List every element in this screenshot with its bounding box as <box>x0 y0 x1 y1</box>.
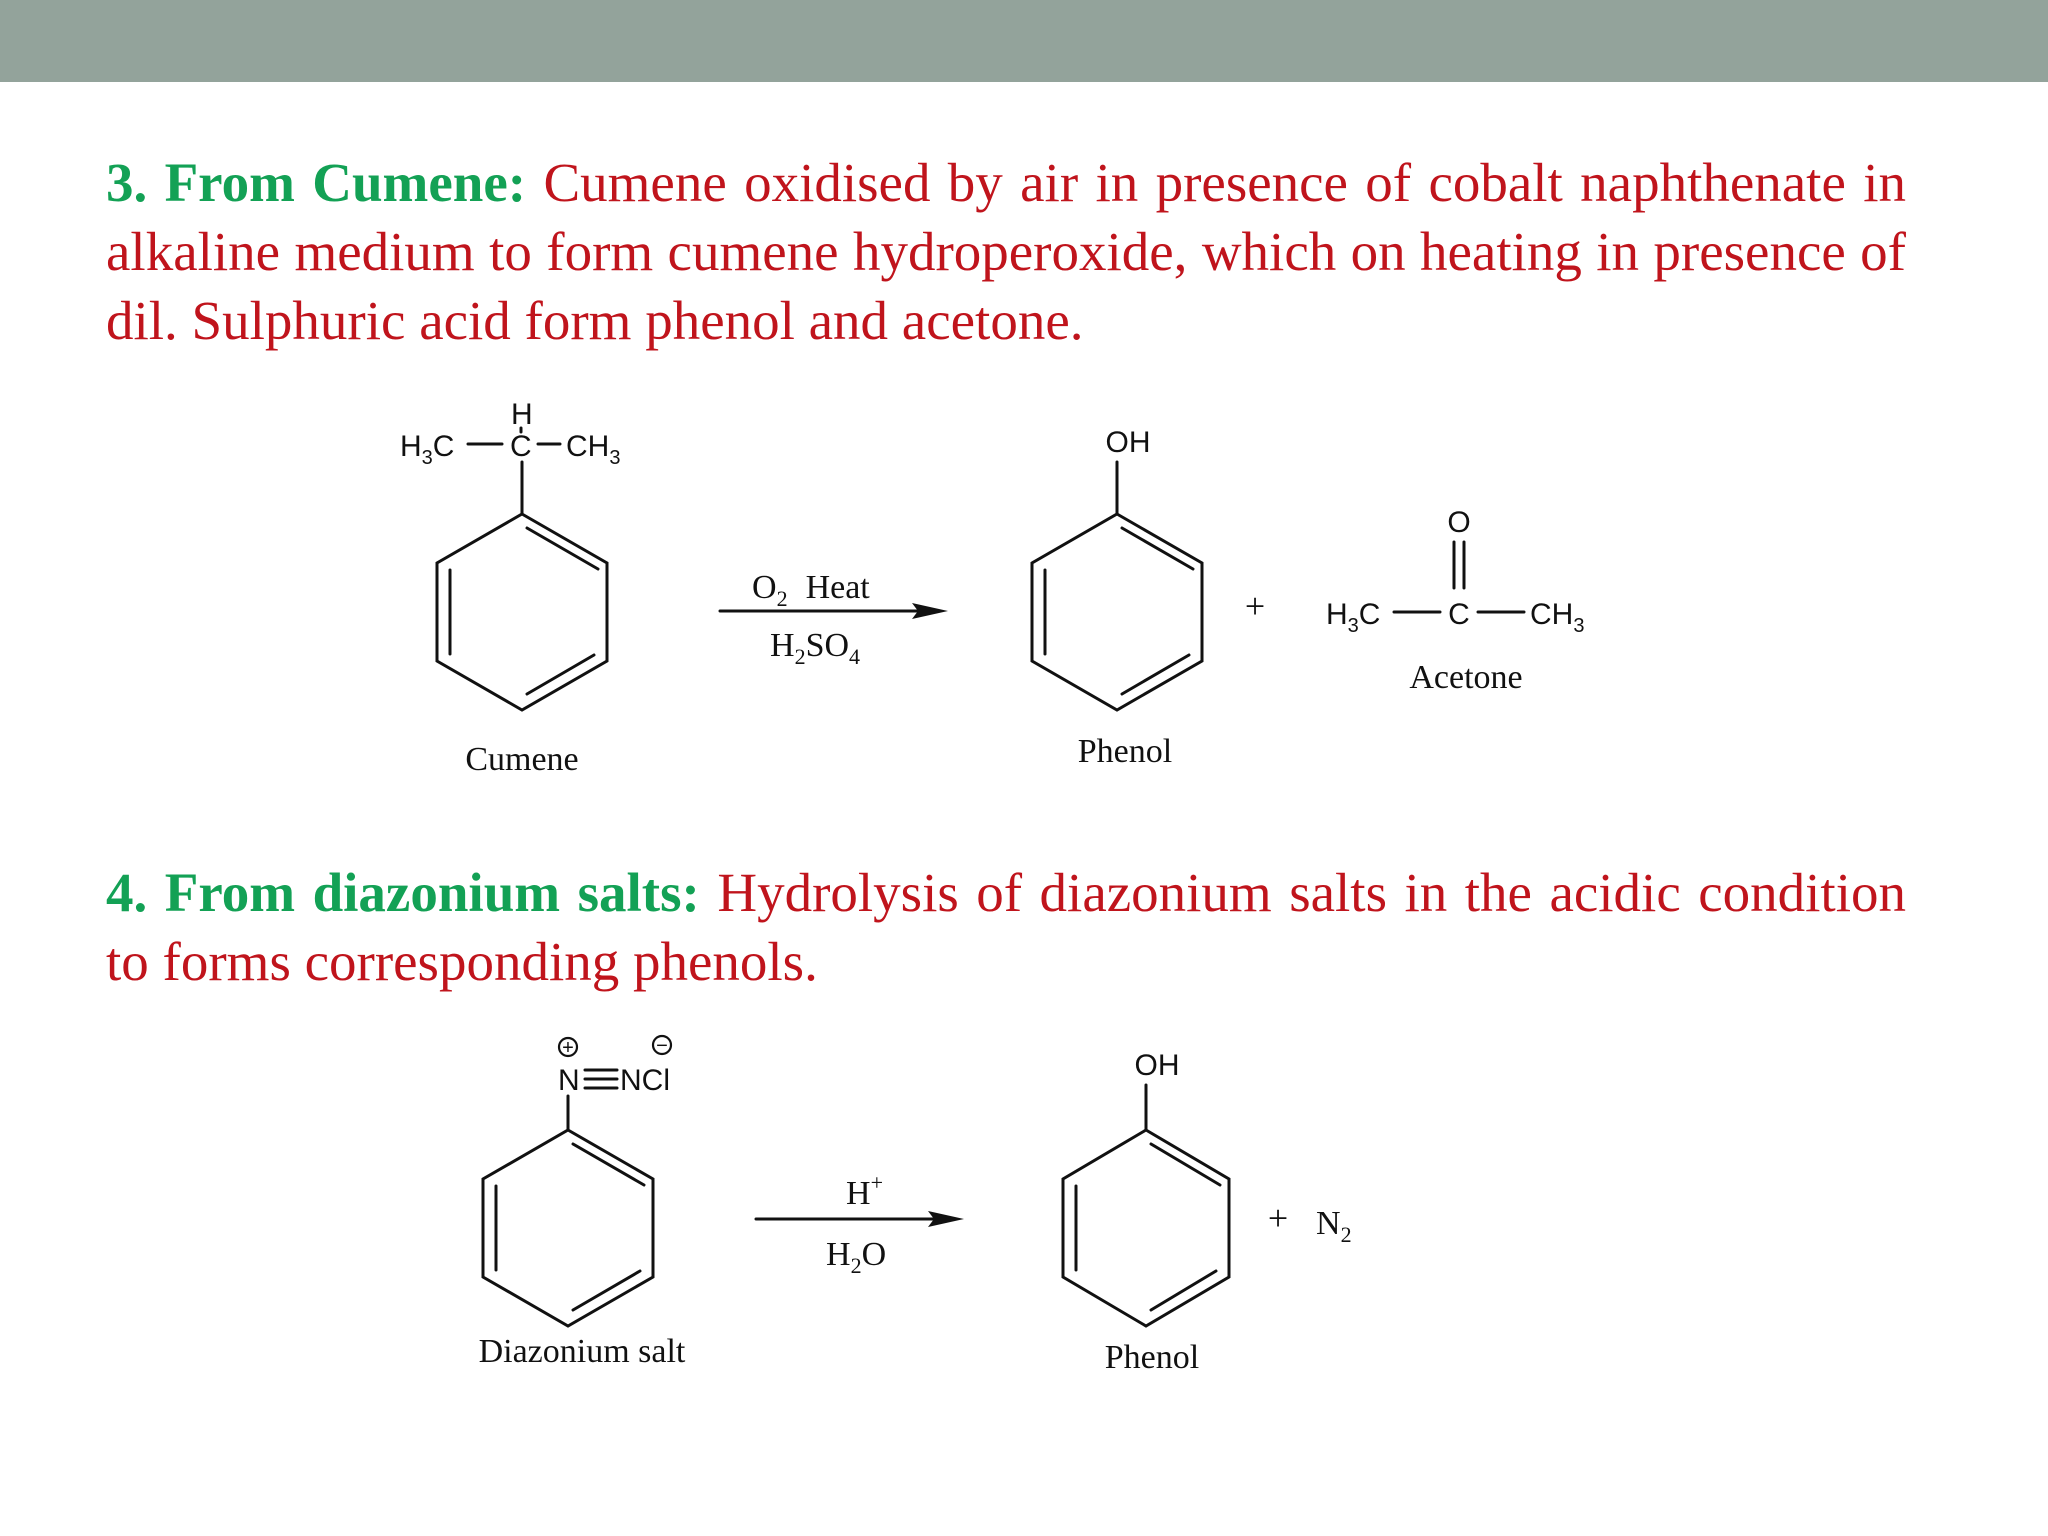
diazo-ring-double-1 <box>573 1144 644 1185</box>
phenol-1-label: Phenol <box>1077 733 1173 770</box>
cumene-structure <box>400 398 620 778</box>
section-3-text: Cumene oxidised by air in presence of cobalt naphthenate in alkaline medium to form cumene hydroperoxide, which on heating in presence of dil. Sulphuric acid form phenol and acetone. <box>106 152 1906 351</box>
diazonium-label: Diazonium salt <box>478 1333 686 1370</box>
phenol-2-oh: OH <box>1134 1049 1180 1082</box>
diazo-nitrogen-chloride: NCl <box>620 1064 670 1097</box>
section-4-heading: 4. From diazonium salts: <box>106 862 700 923</box>
cumene-right-methyl: $CH_3$ <box>566 430 621 469</box>
diazonium-structure <box>479 1035 686 1370</box>
reaction-2-reagent-top: H+ <box>846 1170 883 1212</box>
phenol-1-ring-double-1 <box>1122 528 1193 569</box>
reaction-1-plus: + <box>1244 586 1266 626</box>
phenol-2-benzene-ring <box>1063 1130 1229 1326</box>
acetone-right-methyl: $CH_3$ <box>1530 598 1585 637</box>
reaction-1-reagent-top: $O_2$ Heat <box>752 569 870 611</box>
cumene-left-methyl: $H_3C$ <box>400 430 455 469</box>
section-3-heading: 3. From Cumene: <box>106 152 527 213</box>
reaction-2-arrow-group <box>756 1170 964 1278</box>
acetone-structure <box>1326 506 1584 696</box>
reaction-2-plus: + <box>1267 1198 1289 1238</box>
acetone-label: Acetone <box>1409 659 1523 696</box>
negative-charge: − <box>656 1035 668 1057</box>
phenol-2-label: Phenol <box>1104 1339 1200 1376</box>
phenol-1-oh: OH <box>1105 426 1151 459</box>
reaction-2-reagent-bottom: $H_2O$ <box>826 1236 887 1278</box>
phenol-1-benzene-ring <box>1032 514 1202 710</box>
nitrogen-byproduct: $N_2$ <box>1316 1205 1352 1247</box>
diazo-nitrogen-1: N <box>558 1064 580 1097</box>
diazo-benzene-ring <box>483 1130 653 1326</box>
section-4-text: Hydrolysis of diazonium salts in the acidic condition to forms corresponding phenols. <box>106 862 1906 992</box>
reaction-1-reagent-bottom: $H_2SO_4$ <box>770 627 861 669</box>
phenol-structure-2 <box>1063 1049 1229 1376</box>
cumene-top-hydrogen: H <box>511 398 533 431</box>
acetone-oxygen: O <box>1447 506 1471 539</box>
phenol-2-ring-double-1 <box>1151 1144 1220 1185</box>
cumene-ring-double-1 <box>527 528 598 569</box>
cumene-center-carbon: C <box>510 430 532 463</box>
phenol-structure-1 <box>1032 426 1202 770</box>
positive-charge: + <box>562 1037 574 1059</box>
acetone-center-carbon: C <box>1448 598 1470 631</box>
acetone-left-methyl: $H_3C$ <box>1326 598 1381 637</box>
reaction-1-arrow-group <box>720 569 948 669</box>
cumene-benzene-ring <box>437 514 607 710</box>
cumene-label: Cumene <box>465 741 579 778</box>
